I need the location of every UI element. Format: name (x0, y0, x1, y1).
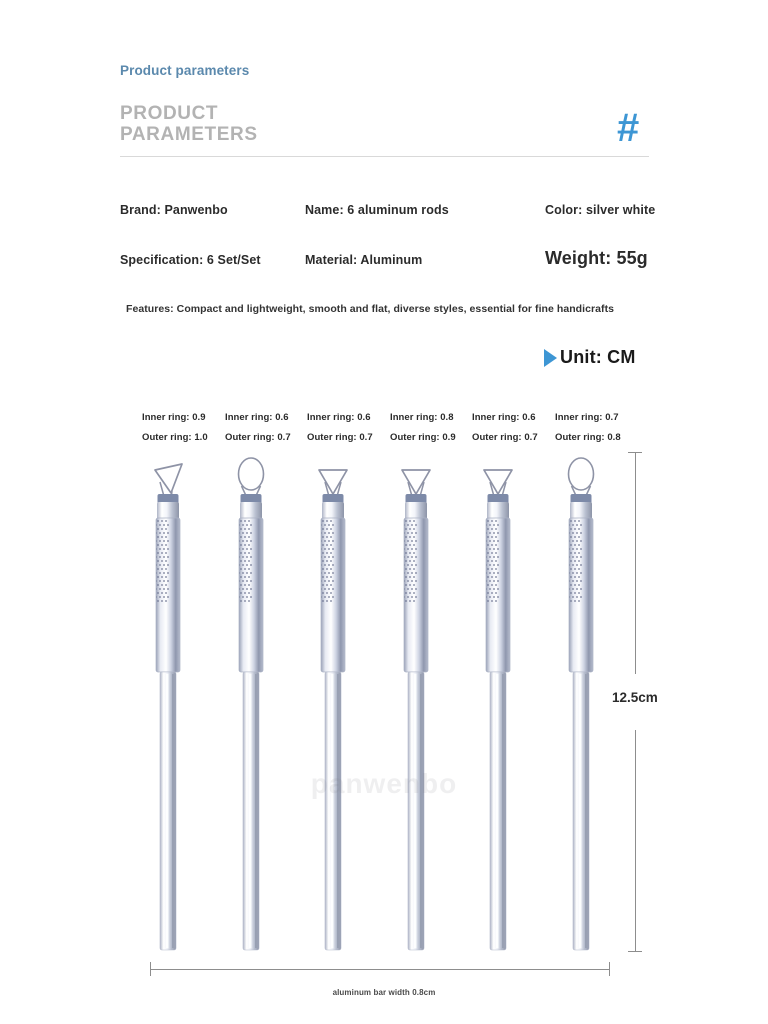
tool-illustration (310, 448, 356, 952)
spec-weight: Weight: 55g (545, 248, 648, 268)
page-title (120, 103, 258, 145)
tool-illustration (393, 448, 439, 952)
ring-label-column (225, 408, 309, 448)
kicker-text: Product parameters (120, 63, 250, 78)
spec-color: Color: silver white (545, 203, 656, 217)
unit-badge-label: Unit: CM (560, 347, 636, 367)
spec-specification: Specification: 6 Set/Set (120, 253, 261, 267)
dimension-cap-right (609, 962, 610, 976)
dimension-cap-bottom (628, 951, 642, 952)
height-dimension-label: 12.5cm (612, 690, 658, 705)
inner-ring-label: Inner ring: 0.7 (555, 412, 619, 423)
ring-label-column (142, 408, 226, 448)
play-triangle-icon (544, 349, 557, 367)
features-text: Features: Compact and lightweight, smooth and flat, diverse styles, essential for fine handicrafts (126, 303, 615, 315)
ring-label-column (390, 408, 474, 448)
spec-material: Material: Aluminum (305, 253, 423, 267)
inner-ring-label: Inner ring: 0.9 (142, 412, 206, 423)
header-divider (120, 156, 649, 157)
outer-ring-label: Outer ring: 0.7 (307, 432, 373, 443)
dimension-cap-top (628, 452, 642, 453)
dimension-cap-left (150, 962, 151, 976)
ring-label-column (307, 408, 391, 448)
page-title-line-2: PARAMETERS (120, 124, 258, 145)
spec-name: Name: 6 aluminum rods (305, 203, 449, 217)
inner-ring-label: Inner ring: 0.6 (307, 412, 371, 423)
ring-label-column (555, 408, 639, 448)
ring-label-column (472, 408, 556, 448)
inner-ring-label: Inner ring: 0.8 (390, 412, 454, 423)
tool-illustration (558, 448, 604, 952)
outer-ring-label: Outer ring: 0.7 (472, 432, 538, 443)
spec-brand: Brand: Panwenbo (120, 203, 228, 217)
dimension-line-horizontal (150, 969, 610, 970)
outer-ring-label: Outer ring: 0.7 (225, 432, 291, 443)
hashtag-icon: # (617, 106, 639, 150)
tool-illustration (475, 448, 521, 952)
outer-ring-label: Outer ring: 0.9 (390, 432, 456, 443)
width-dimension-bracket (150, 962, 610, 976)
inner-ring-label: Inner ring: 0.6 (472, 412, 536, 423)
unit-badge (544, 347, 636, 368)
tool-illustration (228, 448, 274, 952)
inner-ring-label: Inner ring: 0.6 (225, 412, 289, 423)
width-dimension-label: aluminum bar width 0.8cm (332, 988, 436, 997)
outer-ring-label: Outer ring: 1.0 (142, 432, 208, 443)
outer-ring-label: Outer ring: 0.8 (555, 432, 621, 443)
watermark: panwenbo (310, 768, 458, 799)
tool-illustration (145, 448, 191, 952)
page-title-line-1: PRODUCT (120, 103, 219, 124)
